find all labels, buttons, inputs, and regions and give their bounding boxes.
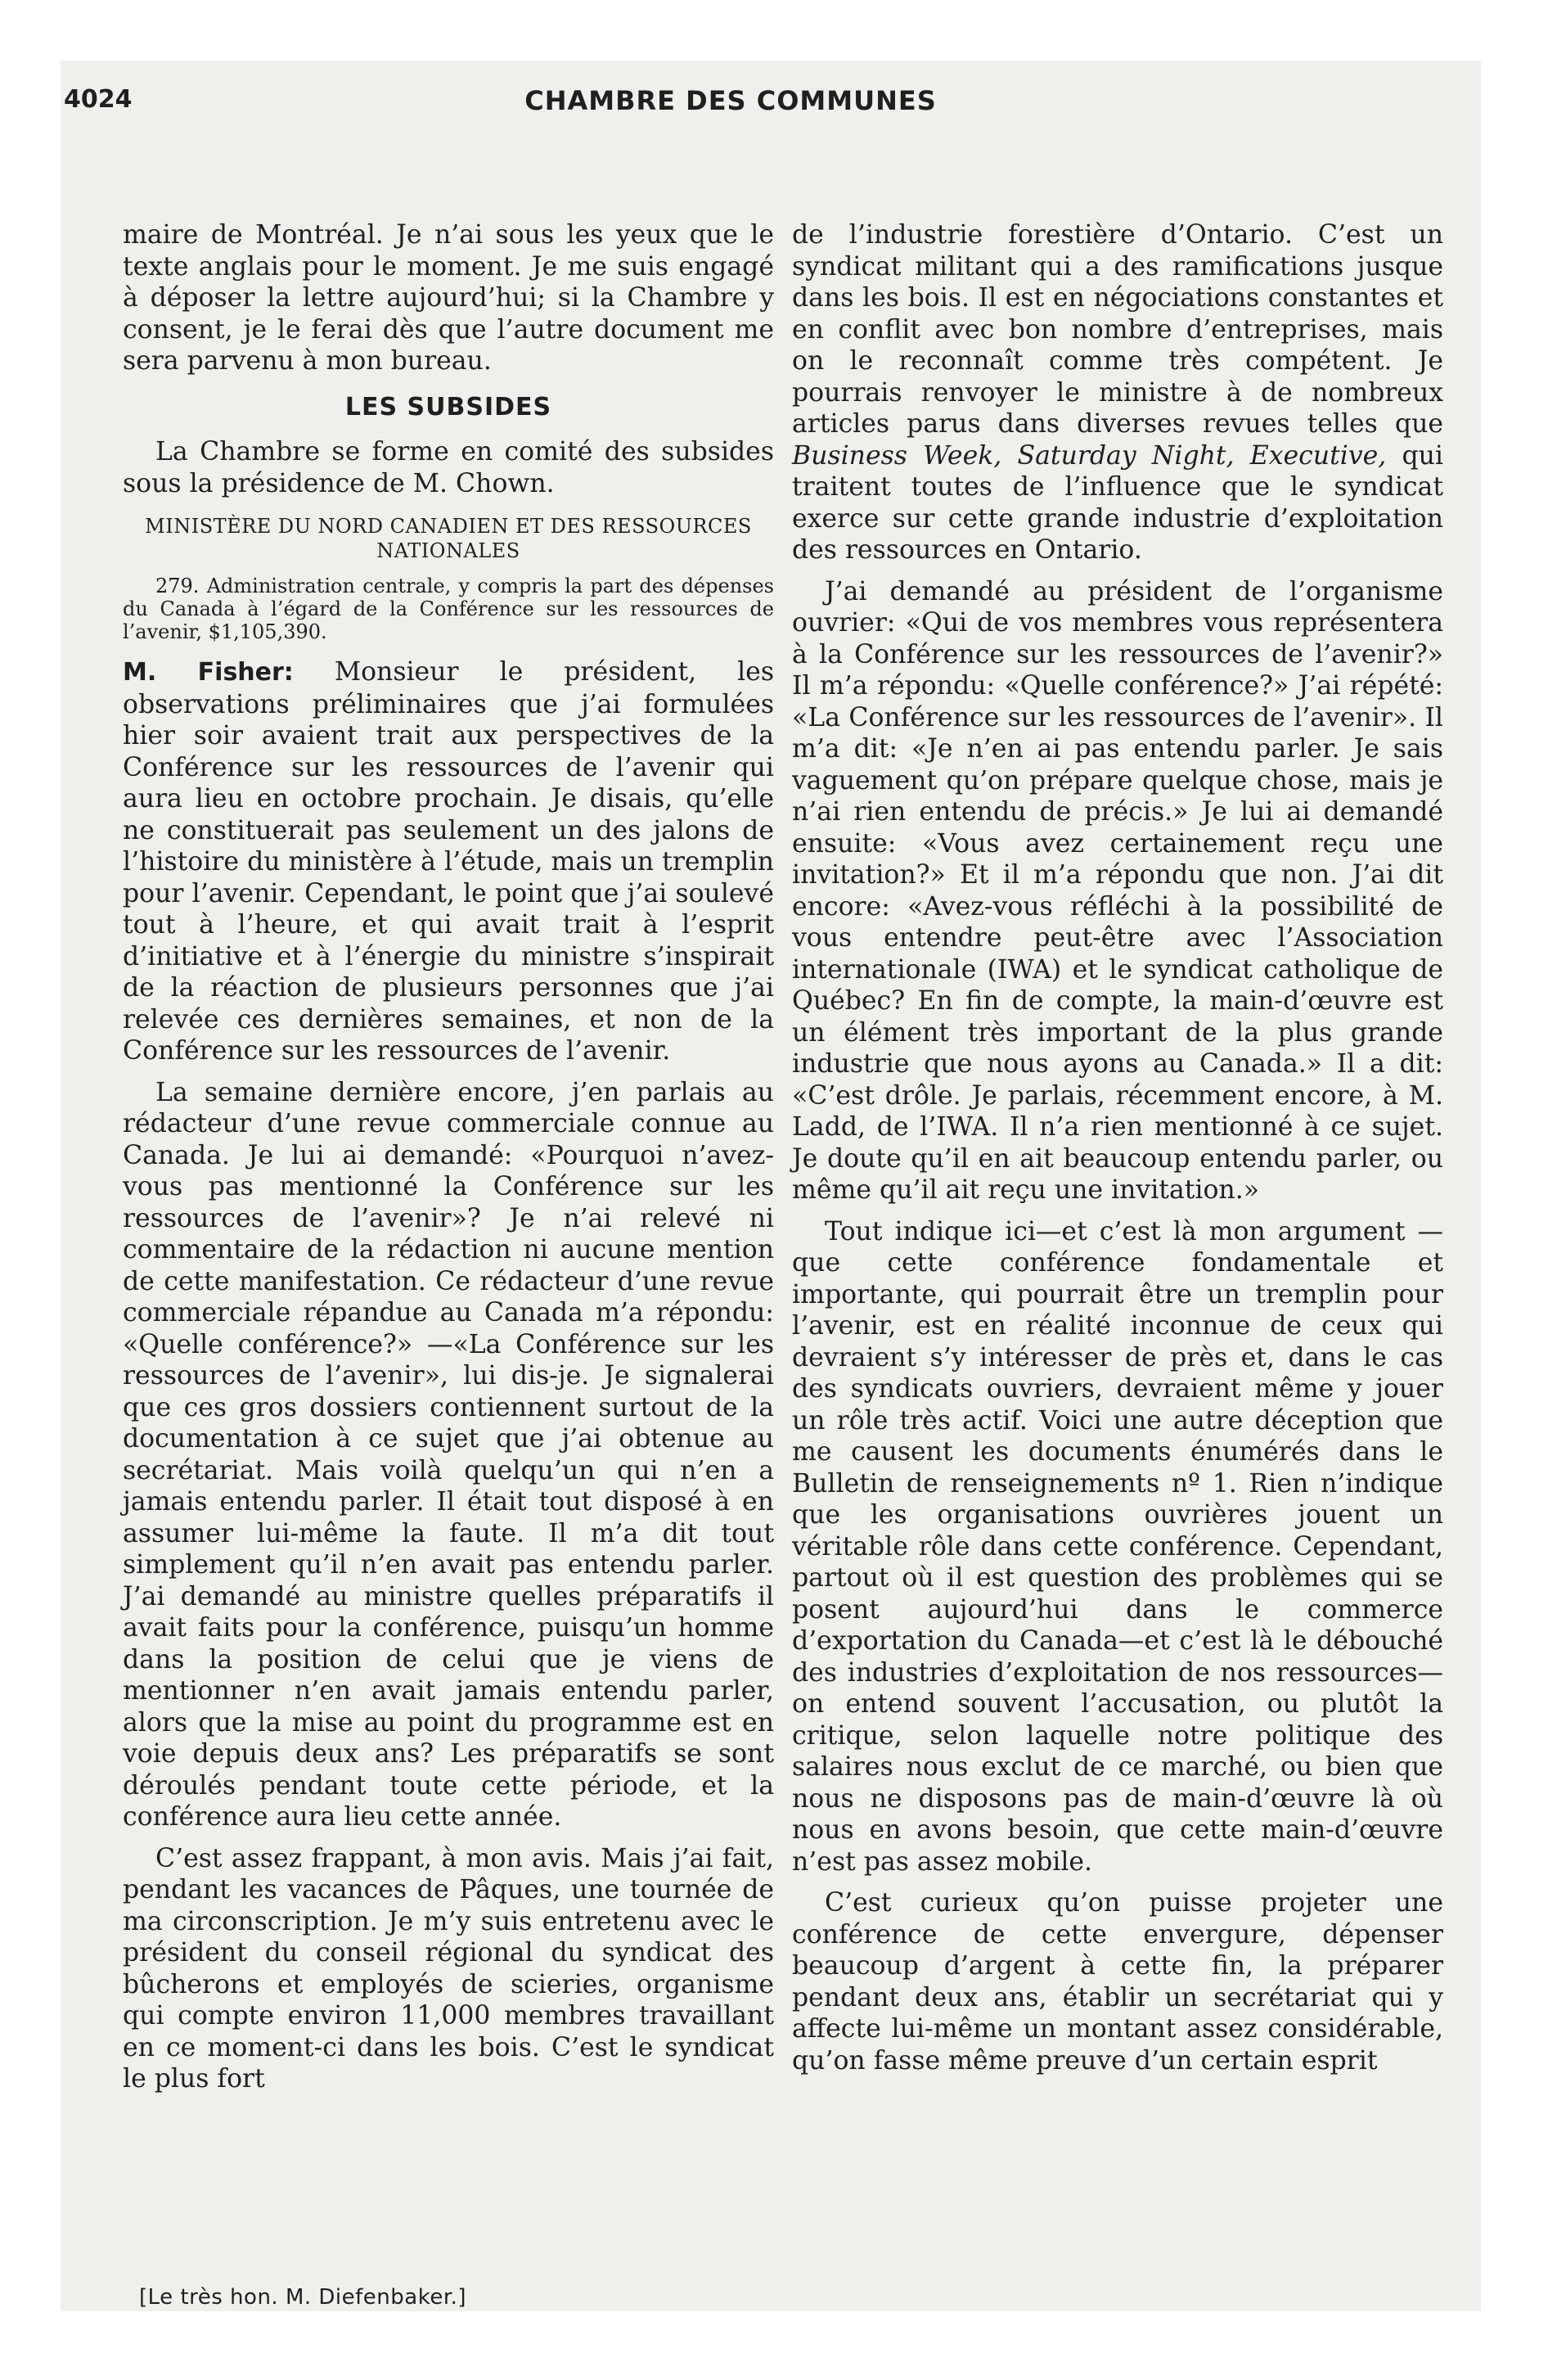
magazine-titles: Business Week, Saturday Night, Executive, <box>792 440 1387 471</box>
paragraph: La semaine dernière encore, j’en parlais au rédacteur d’une revue commerciale connue au Canada. Je lui ai demandé: «Pourquoi n’avez-vous pas mentionné la Conférence sur les ressources de l’avenir»? Je n’ai relevé ni commentaire de la rédaction ni aucune mention de cette manifestation. Ce rédacteur d’une revue commerciale répandue au Canada m’a répondu: «Quelle conférence?» —«La Conférence sur les ressources de l’avenir», lui dis-je. Je signalerai que ces gros dossiers contiennent surtout de la documentation à ce sujet que j’ai obtenue au secrétariat. Mais voilà quelqu’un qui n’en a jamais entendu parler. Il était tout disposé à en assumer lui-même la faute. Il m’a dit tout simplement qu’il n’en avait pas entendu parler. J’ai demandé au ministre quelles préparatifs il avait faits pour la conférence, puisqu’un homme dans la position de celui que je viens de mentionner n’en avait jamais entendu parler, alors que la mise au point du programme est en voie depuis deux ans? Les préparatifs se sont déroulés pendant toute cette période, et la conférence aura lieu cette année. <box>123 1077 774 1832</box>
page-number: 4024 <box>64 85 133 114</box>
paragraph <box>123 656 774 1067</box>
left-column <box>123 219 774 2105</box>
page-header <box>64 85 1455 134</box>
text-run: de l’industrie forestière d’Ontario. C’est un syndicat militant qui a des ramifications jusque dans les bois. Il est en négociations constantes et en conflit avec bon nombre d’entreprises, mais on le reconnaît comme très compétent. Je pourrais renvoyer le ministre à de nombreux articles parus dans diverses revues telles que <box>792 220 1443 439</box>
section-heading: LES SUBSIDES <box>344 392 552 421</box>
ministry-heading: MINISTÈRE DU NORD CANADIEN ET DES RESSOURCES NATIONALES <box>145 515 752 562</box>
paragraph: J’ai demandé au président de l’organisme ouvrier: «Qui de vos membres vous représentera à la Conférence sur les ressources de l’avenir?» Il m’a répondu: «Quelle conférence?» J’ai répété: «La Conférence sur les ressources de l’avenir». Il m’a dit: «Je n’en ai pas entendu parler. Je sais vaguement qu’on prépare quelque chose, mais je n’ai rien entendu de précis.» Je lui ai demandé ensuite: «Vous avez certainement reçu une invitation?» Et il m’a répondu que non. J’ai dit encore: «Avez-vous réfléchi à la possibilité de vous entendre peut-être avec l’Association internationale (IWA) et le syndicat catholique de Québec? En fin de compte, la main-d’œuvre est un élément très important de la plus grande industrie que nous ayons au Canada.» Il a dit: «C’est drôle. Je parlais, récemment encore, à M. Ladd, de l’IWA. Il n’a rien mentionné à ce sujet. Je doute qu’il en ait beaucoup entendu parler, ou même qu’il ait reçu une invitation.» <box>792 576 1443 1205</box>
text-run: qui traitent toutes de l’influence que le syndicat exerce sur cette grande industrie d’exploitation des ressources en Ontario. <box>792 440 1443 565</box>
paragraph: maire de Montréal. Je n’ai sous les yeux que le texte anglais pour le moment. Je me suis engagé à déposer la lettre aujourd’hui; si la Chambre y consent, je le ferai dès que l’autre document me sera parvenu à mon bureau. <box>123 220 774 376</box>
paragraph <box>792 219 1443 566</box>
speech-text: Monsieur le président, les observations préliminaires que j’ai formulées hier soir avaient trait aux perspectives de la Conférence sur les ressources de l’avenir qui aura lieu en octobre prochain. Je disais, qu’elle ne constituerait pas seulement un des jalons de l’histoire du ministère à l’étude, mais un tremplin pour l’avenir. Cependant, le point que j’ai soulevé tout à l’heure, et qui avait trait à l’esprit d’initiative et à l’énergie du ministre s’inspirait de la réaction de plusieurs personnes que j’ai relevée ces dernières semaines, et non de la Conférence sur les ressources de l’avenir. <box>123 657 774 1066</box>
paragraph: La Chambre se forme en comité des subsides sous la présidence de M. Chown. <box>123 437 774 498</box>
paragraph: Tout indique ici—et c’est là mon argument —que cette conférence fondamentale et importante, qui pourrait être un tremplin pour l’avenir, est en réalité inconnue de ceux qui devraient s’y intéresser de près et, dans le cas des syndicats ouvriers, devraient même y jouer un rôle très actif. Voici une autre déception que me causent les documents énumérés dans le Bulletin de renseignements nº 1. Rien n’indique que les organisations ouvrières jouent un véritable rôle dans cette conférence. Cependant, partout où il est question des problèmes qui se posent aujourd’hui dans le commerce d’exportation du Canada—et c’est là le débouché des industries d’exploitation de nos ressources—on entend souvent l’accusation, ou plutôt la critique, selon laquelle notre politique des salaires nous exclut de ce marché, ou bien que nous ne disposons pas de main-d’œuvre là où nous en avons besoin, que cette main-d’œuvre n’est pas assez mobile. <box>792 1216 1443 1877</box>
paragraph: C’est curieux qu’on puisse projeter une conférence de cette envergure, dépenser beaucoup d’argent à cette fin, la préparer pendant deux ans, établir un secrétariat qui y affecte lui-même un montant assez considérable, qu’on fasse même preuve d’un certain esprit <box>792 1888 1443 2076</box>
paragraph: C’est assez frappant, à mon avis. Mais j’ai fait, pendant les vacances de Pâques, une tournée de ma circonscription. Je m’y suis entretenu avec le président du conseil régional du syndicat des bûcherons et employés de scieries, organisme qui compte environ 11,000 membres travaillant en ce moment-ci dans les bois. C’est le syndicat le plus fort <box>123 1843 774 2094</box>
page-footer: [Le très hon. M. Diefenbaker.] <box>139 2285 467 2310</box>
speaker-name: M. Fisher: <box>123 658 294 687</box>
running-title: CHAMBRE DES COMMUNES <box>524 85 937 116</box>
budget-item: 279. Administration centrale, y compris la part des dépenses du Canada à l’égard de la Conférence sur les ressources de l’avenir, $1,105,390. <box>123 575 774 643</box>
right-column <box>792 219 1443 2086</box>
